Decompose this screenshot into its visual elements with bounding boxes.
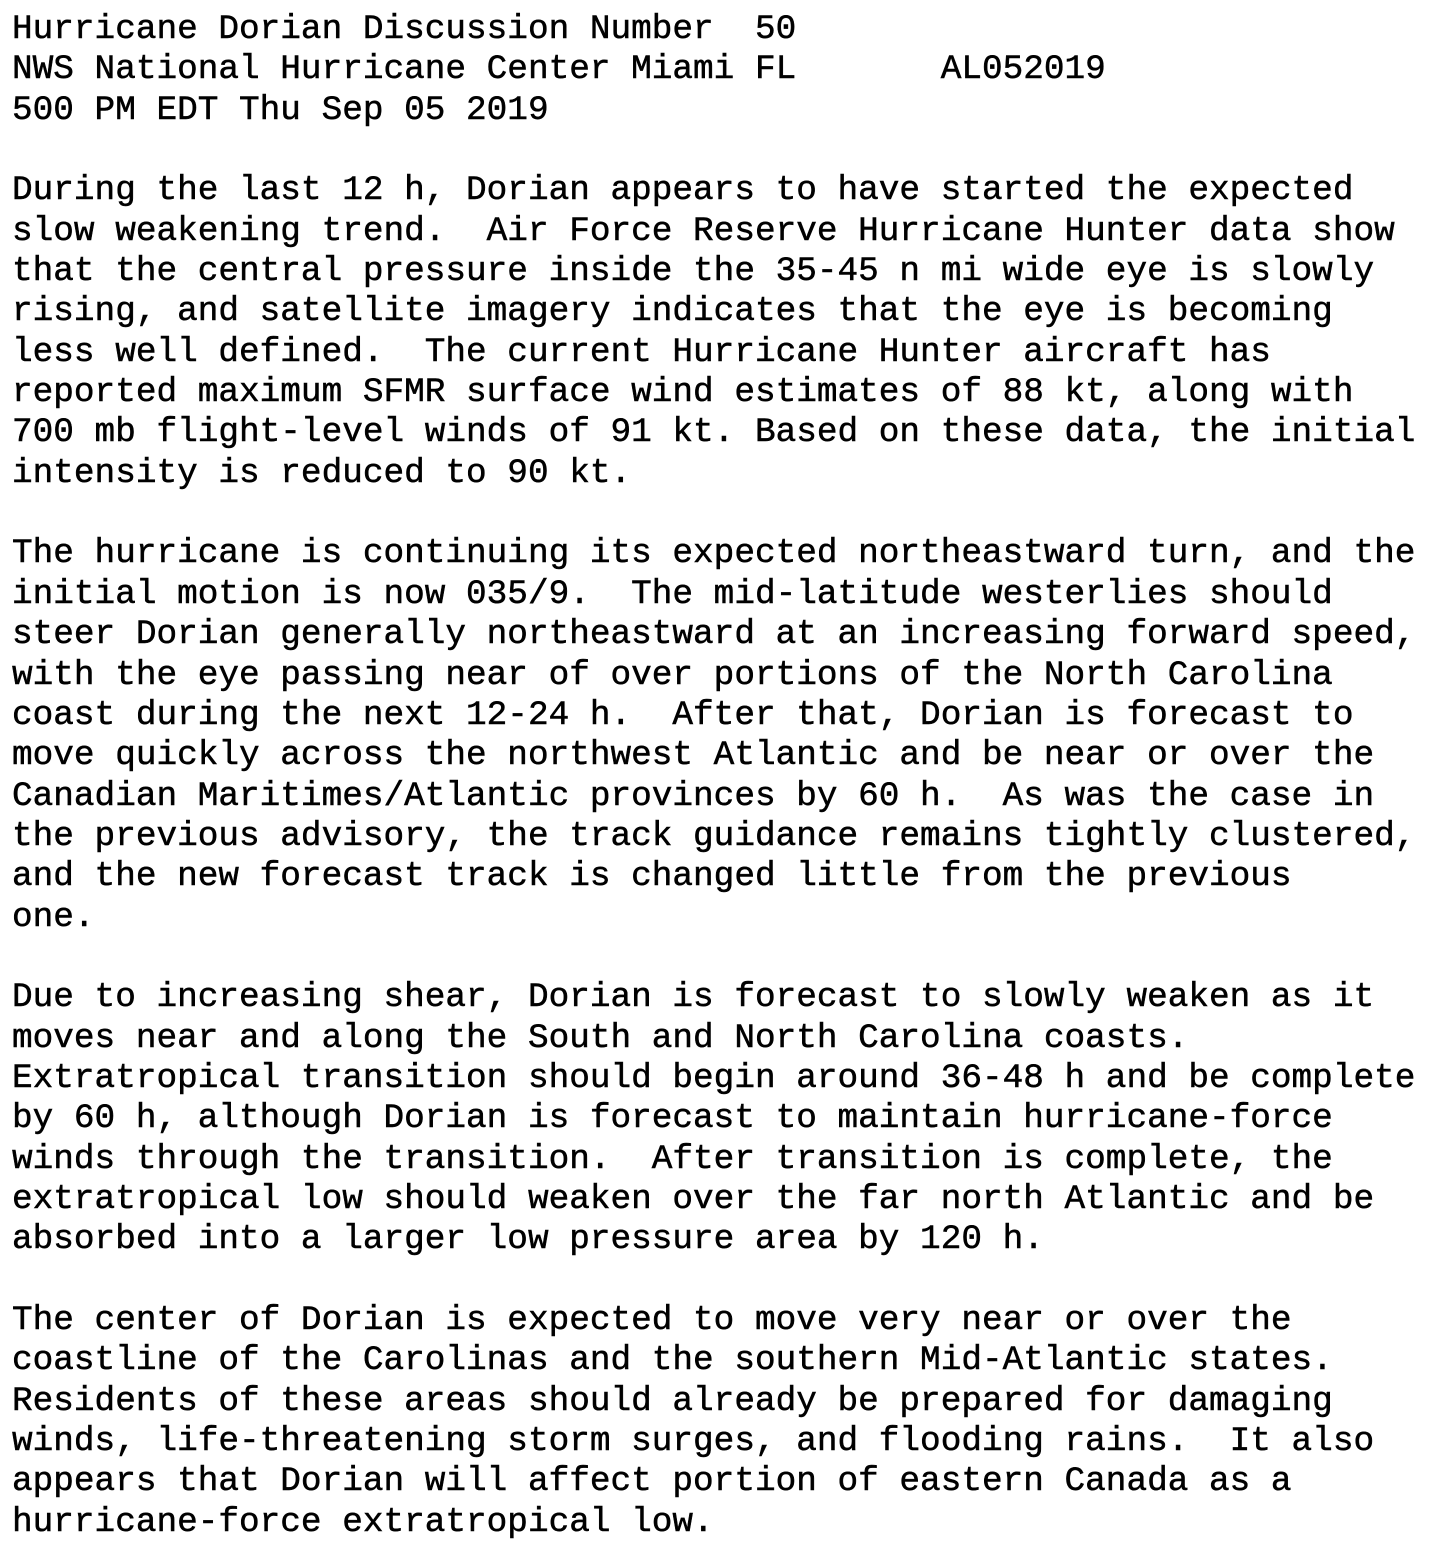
text-line: The hurricane is continuing its expected northeastward turn, and the	[12, 534, 1416, 574]
text-line: absorbed into a larger low pressure area by 120 h.	[12, 1220, 1044, 1260]
text-line: intensity is reduced to 90 kt.	[12, 453, 632, 493]
text-line: by 60 h, although Dorian is forecast to maintain hurricane-force	[12, 1099, 1333, 1139]
paragraph-forecast-intensity	[12, 978, 1440, 1260]
text-line: that the central pressure inside the 35-45 n mi wide eye is slowly	[12, 252, 1375, 292]
text-line: reported maximum SFMR surface wind estimates of 88 kt, along with	[12, 373, 1354, 413]
text-line: move quickly across the northwest Atlantic and be near or over the	[12, 736, 1375, 776]
text-line: rising, and satellite imagery indicates that the eye is becoming	[12, 292, 1333, 332]
text-line: Due to increasing shear, Dorian is forecast to slowly weaken as it	[12, 978, 1375, 1018]
text-line: 700 mb flight-level winds of 91 kt. Based on these data, the initial	[12, 413, 1416, 453]
text-line: winds, life-threatening storm surges, and flooding rains. It also	[12, 1422, 1375, 1462]
paragraph-key-messages	[12, 1301, 1440, 1543]
blank-line	[12, 494, 1440, 534]
text-line: the previous advisory, the track guidance remains tightly clustered,	[12, 816, 1416, 856]
text-line: During the last 12 h, Dorian appears to have started the expected	[12, 171, 1354, 211]
paragraph-intensity	[12, 171, 1440, 494]
blank-line	[12, 131, 1440, 171]
text-line: moves near and along the South and North Carolina coasts.	[12, 1018, 1189, 1058]
text-line: hurricane-force extratropical low.	[12, 1502, 714, 1542]
blank-line	[12, 1261, 1440, 1301]
text-line: coastline of the Carolinas and the southern Mid-Atlantic states.	[12, 1341, 1333, 1381]
text-line: winds through the transition. After transition is complete, the	[12, 1139, 1333, 1179]
text-line: slow weakening trend. Air Force Reserve Hurricane Hunter data show	[12, 211, 1395, 251]
text-line: less well defined. The current Hurricane Hunter aircraft has	[12, 332, 1271, 372]
text-line: Canadian Maritimes/Atlantic provinces by 60 h. As was the case in	[12, 776, 1375, 816]
text-line: extratropical low should weaken over the far north Atlantic and be	[12, 1179, 1375, 1219]
title-line: Hurricane Dorian Discussion Number 50	[12, 10, 797, 49]
text-line: steer Dorian generally northeastward at an increasing forward speed,	[12, 615, 1416, 655]
text-line: appears that Dorian will affect portion of eastern Canada as a	[12, 1462, 1292, 1502]
text-line: with the eye passing near of over portions of the North Carolina	[12, 655, 1333, 695]
text-line: coast during the next 12-24 h. After that, Dorian is forecast to	[12, 695, 1354, 735]
text-line: initial motion is now 035/9. The mid-latitude westerlies should	[12, 574, 1333, 614]
paragraph-track	[12, 534, 1440, 937]
date-line: 500 PM EDT Thu Sep 05 2019	[12, 90, 549, 130]
office-line: NWS National Hurricane Center Miami FL AL052019	[12, 50, 1106, 90]
header-block	[12, 10, 1440, 131]
text-line: Residents of these areas should already be prepared for damaging	[12, 1381, 1333, 1421]
text-line: and the new forecast track is changed little from the previous	[12, 857, 1292, 897]
blank-line	[12, 938, 1440, 978]
text-line: one.	[12, 897, 95, 937]
text-line: The center of Dorian is expected to move very near or over the	[12, 1301, 1292, 1340]
text-line: Extratropical transition should begin around 36-48 h and be complete	[12, 1058, 1416, 1098]
